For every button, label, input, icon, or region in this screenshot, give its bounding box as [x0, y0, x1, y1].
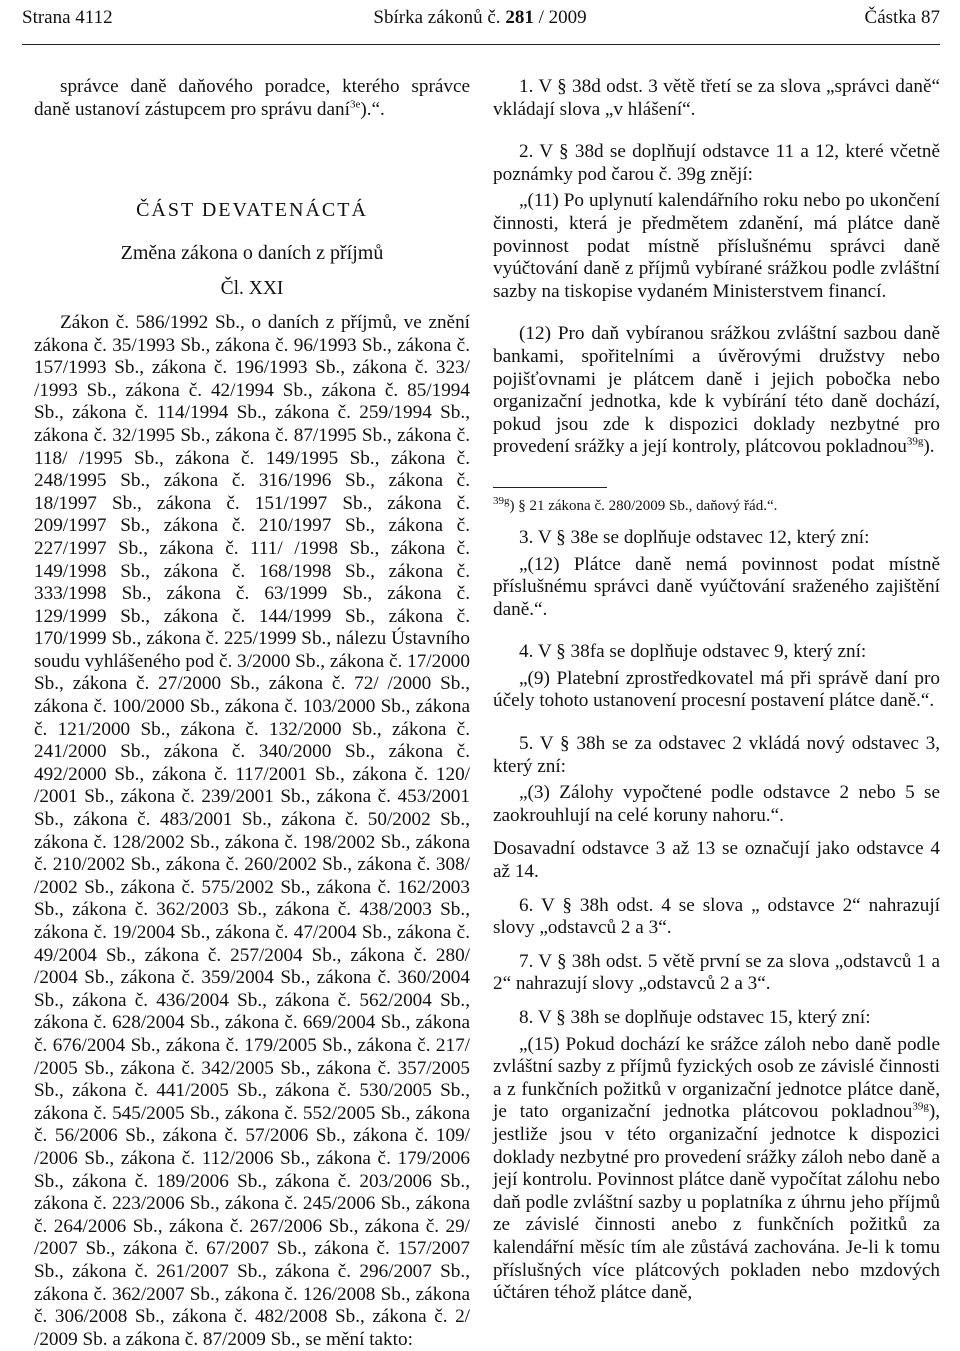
amendments-paragraph: Zákon č. 586/1992 Sb., o daních z příjmů, ve znění zákona č. 35/1993 Sb., zákona č. 96/1993 Sb., zákona č. 157/1993 Sb., zákona č. 196/1993 Sb., zákona č. 323/ /1993 Sb., zákona č. 42/1994 Sb., zákona č. 85/1994 Sb., zákona č. 114/1994 Sb., zákona č. 259/1994 Sb., zákona č. 32/1995 Sb., zákona č. 87/1995 Sb., zákona č. 118/ /1995 Sb., zákona č. 149/1995 Sb., zákona č. 248/1995 Sb., zákona č. 316/1996 Sb., zákona č. 18/1997 Sb., zákona č. 151/1997 Sb., zákona č. 209/1997 Sb., zákona č. 210/1997 Sb., zákona č. 227/1997 Sb., zákona č. 111/ /1998 Sb., zákona č. 149/1998 Sb., zákona č. 168/1998 Sb., zákona č. 333/1998 Sb., zákona č. 63/1999 Sb., zákona č. 129/1999 Sb., zákona č. 144/1999 Sb., zákona č. 170/1999 Sb., zákona č. 225/1999 Sb., nálezu Ústavního soudu vyhlášeného pod č. 3/2000 Sb., zákona č. 17/2000 Sb., zákona č. 27/2000 Sb., zákona č. 72/ /2000 Sb., zákona č. 100/2000 Sb., zákona č. 103/2000 Sb., zákona č. 121/2000 Sb., zákona č. 132/2000 Sb., zákona č. 241/2000 Sb., zákona č. 340/2000 Sb., zákona č. 492/2000 Sb., zákona č. 117/2001 Sb., zákona č. 120/ /2001 Sb., zákona č. 239/2001 Sb., zákona č. 453/2001 Sb., zákona č. 483/2001 Sb., zákona č. 50/2002 Sb., zákona č. 128/2002 Sb., zákona č. 198/2002 Sb., zákona č. 210/2002 Sb., zákona č. 260/2002 Sb., zákona č. 308/ /2002 Sb., zákona č. 575/2002 Sb., zákona č. 162/2003 Sb., zákona č. 362/2003 Sb., zákona č. 438/2003 Sb., zákona č. 19/2004 Sb., zákona č. 47/2004 Sb., zákona č. 49/2004 Sb., zákona č. 257/2004 Sb., zákona č. 280/ /2004 Sb., zákona č. 359/2004 Sb., zákona č. 360/2004 Sb., zákona č. 436/2004 Sb., zákona č. 562/2004 Sb., zákona č. 628/2004 Sb., zákona č. 669/2004 Sb., zákona č. 676/2004 Sb., zákona č. 179/2005 Sb., zákona č. 217/ /2005 Sb., zákona č. 342/2005 Sb., zákona č. 357/2005 Sb., zákona č. 441/2005 Sb., zákona č. 530/2005 Sb., zákona č. 545/2005 Sb., zákona č. 552/2005 Sb., zákona č. 56/2006 Sb., zákona č. 57/2006 Sb., zákona č. 109/ /2006 Sb., zákona č. 112/2006 Sb., zákona č. 179/2006 Sb., zákona č. 189/2006 Sb., zákona č. 203/2006 Sb., zákona č. 223/2006 Sb., zákona č. 245/2006 Sb., zákona č. 264/2006 Sb., zákona č. 267/2006 Sb., zákona č. 29/ /2007 Sb., zákona č. 67/2007 Sb., zákona č. 157/2007 Sb., zákona č. 261/2007 Sb., zákona č. 296/2007 Sb., zákona č. 362/2007 Sb., zákona č. 126/2008 Sb., zákona č. 306/2008 Sb., zákona č. 482/2008 Sb., zákona č. 2/ /2009 Sb. a zákona č. 87/2009 Sb., se mění takto: [34, 311, 470, 1350]
part-number: Částka 87 [864, 7, 940, 28]
right-column [493, 76, 940, 1305]
point-2-quote-12 [493, 323, 940, 459]
point-3-quote: „(12) Plátce daně nemá povinnost podat místně příslušnému správci daně vyúčtování sraženého zajištění daně.“. [493, 553, 940, 620]
quote-12-end: ). [923, 436, 935, 458]
quote-12-footnote-ref: 39g [906, 435, 924, 448]
part-title: ČÁST DEVATENÁCTÁ [136, 199, 368, 222]
point-8-footnote-ref: 39g [912, 1100, 929, 1113]
point-7: 7. V § 38h odst. 5 větě první se za slova „odstavců 1 a 2“ nahrazují slovy „odstavců 2 a 3“. [493, 950, 940, 995]
point-5: 5. V § 38h se za odstavec 2 vkládá nový odstavec 3, který zní: [493, 733, 940, 777]
point-6: 6. V § 38h odst. 4 se slova „ odstavce 2“ nahrazují slovy „odstavců 2 a 3“. [493, 894, 940, 939]
collection-number: 281 [505, 7, 534, 28]
intro-text: správce daně daňového poradce, kterého správce daně ustanoví zástupcem pro správu daní [34, 76, 470, 120]
part-subtitle: Změna zákona o daních z příjmů [120, 241, 384, 264]
collection-year: / 2009 [538, 7, 587, 28]
header-rule [22, 44, 940, 45]
point-8-quote-text-a: „(15) Pokud dochází ke srážce záloh nebo daně podle zvláštní sazby z příjmů fyzických osob ze závislé činnosti a z funkčních požitků v organizační jednotce plátce daně, je tato organizační jednotka plátcovou pokladnou [493, 1033, 940, 1123]
point-8: 8. V § 38h se doplňuje odstavec 15, který zní: [519, 1007, 871, 1028]
point-8-quote-text-b: ), jestliže jsou v této organizační jednotce k dispozici doklady nezbytné pro provedení srážky záloh nebo daně a její kontrolu. Povinnost plátce daně vypočítat zálohu nebo daň podle zvláštní sazby u poplatníka z úhrnu jeho příjmů ze závislé činnosti anebo z funkčních požitků za kalendářní měsíc tím ale zůstává zachována. Je-li k tomu příslušných více plátcových pokladen nebo mzdových účtáren téhož plátce daně, [493, 1101, 940, 1304]
point-2: 2. V § 38d se doplňují odstavce 11 a 12, které včetně poznámky pod čarou č. 39g znějí: [493, 141, 940, 185]
point-4: 4. V § 38fa se doplňuje odstavec 9, který zní: [519, 641, 867, 663]
page-number: Strana 4112 [22, 7, 113, 28]
article-number: Čl. XXI [220, 278, 284, 300]
collection-prefix: Sbírka zákonů č. [373, 7, 501, 28]
quote-12-text: (12) Pro daň vybíranou srážkou zvláštní sazbou daně bankami, spořitelními a úvěrovými družstvy nebo pojišťovnami je plátcem daně i jejich pobočka nebo organizační jednotka, kde k vybírání této daně dochází, pokud jsou zde k dispozici doklady nezbytné pro provedení srážky a její kontroly, plátcovou pokladnou [493, 323, 940, 458]
intro-paragraph [34, 76, 470, 121]
point-5-note: Dosavadní odstavce 3 až 13 se označují jako odstavce 4 až 14. [493, 838, 940, 883]
footnote-text: ) § 21 zákona č. 280/2009 Sb., daňový řád.“. [509, 497, 778, 514]
footnote-39g [493, 496, 940, 516]
footnote-rule [493, 487, 607, 488]
point-5-quote: „(3) Zálohy vypočtené podle odstavce 2 nebo 5 se zaokrouhlují na celé koruny nahoru.“. [493, 782, 940, 826]
point-1: 1. V § 38d odst. 3 větě třetí se za slova „správci daně“ vkládají slova „v hlášení“. [493, 76, 940, 120]
point-8-quote [493, 1034, 940, 1305]
page-header [0, 2, 960, 38]
left-column [34, 76, 470, 1351]
point-3: 3. V § 38e se doplňuje odstavec 12, který zní: [519, 526, 870, 548]
intro-footnote-ref: 3e [349, 98, 361, 111]
intro-end: ).“. [360, 98, 385, 120]
footnote-marker: 39g [493, 494, 510, 507]
point-4-quote: „(9) Platební zprostředkovatel má při správě daní pro účely tohoto ustanovení procesní postavení plátce daně.“. [493, 667, 940, 712]
point-2-quote-11: „(11) Po uplynutí kalendářního roku nebo po ukončení činnosti, která je předmětem zdanění, má plátce daně povinnost podat místně příslušnému správci daně vyúčtování daně z příjmů vybírané srážkou podle zvláštní sazby na tiskopise vydaném Ministerstvem financí. [493, 190, 940, 302]
collection-title [0, 7, 960, 29]
